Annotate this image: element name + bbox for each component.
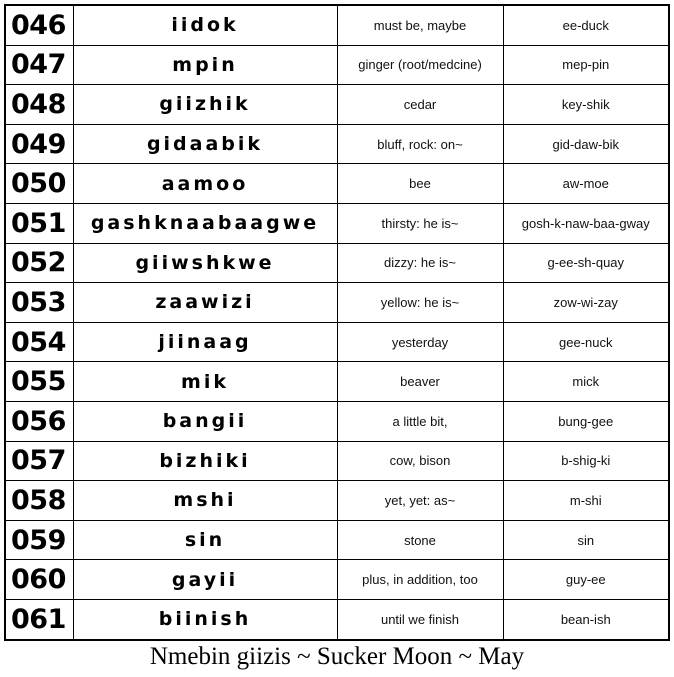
ojibwe-word: bangii	[73, 401, 337, 441]
row-number: 046	[5, 5, 73, 45]
pronunciation: bung-gee	[503, 401, 669, 441]
ojibwe-word: aamoo	[73, 164, 337, 204]
table-row	[5, 45, 669, 85]
table-row	[5, 560, 669, 600]
ojibwe-word: gayii	[73, 560, 337, 600]
pronunciation: g-ee-sh-quay	[503, 243, 669, 283]
english-meaning: stone	[337, 520, 503, 560]
pronunciation: mick	[503, 362, 669, 402]
table-row	[5, 362, 669, 402]
table-row	[5, 599, 669, 639]
english-meaning: must be, maybe	[337, 5, 503, 45]
row-number: 059	[5, 520, 73, 560]
pronunciation: gid-daw-bik	[503, 124, 669, 164]
row-number: 053	[5, 283, 73, 323]
row-number: 050	[5, 164, 73, 204]
table-row	[5, 243, 669, 283]
row-number: 057	[5, 441, 73, 481]
pronunciation: bean-ish	[503, 599, 669, 639]
row-number: 049	[5, 124, 73, 164]
ojibwe-word: giiwshkwe	[73, 243, 337, 283]
english-meaning: bluff, rock: on~	[337, 124, 503, 164]
vocabulary-table	[4, 4, 670, 641]
row-number: 058	[5, 481, 73, 521]
pronunciation: m-shi	[503, 481, 669, 521]
ojibwe-word: jiinaag	[73, 322, 337, 362]
table-row	[5, 322, 669, 362]
row-number: 051	[5, 203, 73, 243]
table-row	[5, 5, 669, 45]
table-row	[5, 481, 669, 521]
vocabulary-table-body	[5, 5, 669, 640]
english-meaning: ginger (root/medcine)	[337, 45, 503, 85]
pronunciation: sin	[503, 520, 669, 560]
english-meaning: dizzy: he is~	[337, 243, 503, 283]
pronunciation: gee-nuck	[503, 322, 669, 362]
row-number: 055	[5, 362, 73, 402]
pronunciation: guy-ee	[503, 560, 669, 600]
ojibwe-word: gashknaabaagwe	[73, 203, 337, 243]
pronunciation: aw-moe	[503, 164, 669, 204]
table-row	[5, 203, 669, 243]
english-meaning: bee	[337, 164, 503, 204]
ojibwe-word: gidaabik	[73, 124, 337, 164]
english-meaning: thirsty: he is~	[337, 203, 503, 243]
row-number: 048	[5, 85, 73, 125]
footer-caption: Nmebin giizis ~ Sucker Moon ~ May	[149, 643, 525, 670]
table-row	[5, 283, 669, 323]
pronunciation: gosh-k-naw-baa-gway	[503, 203, 669, 243]
ojibwe-word: giizhik	[73, 85, 337, 125]
ojibwe-word: mpin	[73, 45, 337, 85]
english-meaning: a little bit,	[337, 401, 503, 441]
english-meaning: cow, bison	[337, 441, 503, 481]
pronunciation: b-shig-ki	[503, 441, 669, 481]
table-row	[5, 124, 669, 164]
english-meaning: plus, in addition, too	[337, 560, 503, 600]
pronunciation: zow-wi-zay	[503, 283, 669, 323]
english-meaning: beaver	[337, 362, 503, 402]
ojibwe-word: sin	[73, 520, 337, 560]
ojibwe-word: iidok	[73, 5, 337, 45]
english-meaning: yellow: he is~	[337, 283, 503, 323]
ojibwe-word: mik	[73, 362, 337, 402]
ojibwe-word: mshi	[73, 481, 337, 521]
row-number: 056	[5, 401, 73, 441]
table-row	[5, 401, 669, 441]
english-meaning: yet, yet: as~	[337, 481, 503, 521]
row-number: 061	[5, 599, 73, 639]
pronunciation: mep-pin	[503, 45, 669, 85]
row-number: 047	[5, 45, 73, 85]
row-number: 060	[5, 560, 73, 600]
english-meaning: until we finish	[337, 599, 503, 639]
ojibwe-word: zaawizi	[73, 283, 337, 323]
table-row	[5, 85, 669, 125]
ojibwe-word: bizhiki	[73, 441, 337, 481]
table-row	[5, 520, 669, 560]
ojibwe-word: biinish	[73, 599, 337, 639]
row-number: 054	[5, 322, 73, 362]
table-row	[5, 441, 669, 481]
english-meaning: yesterday	[337, 322, 503, 362]
pronunciation: ee-duck	[503, 5, 669, 45]
row-number: 052	[5, 243, 73, 283]
pronunciation: key-shik	[503, 85, 669, 125]
table-row	[5, 164, 669, 204]
english-meaning: cedar	[337, 85, 503, 125]
